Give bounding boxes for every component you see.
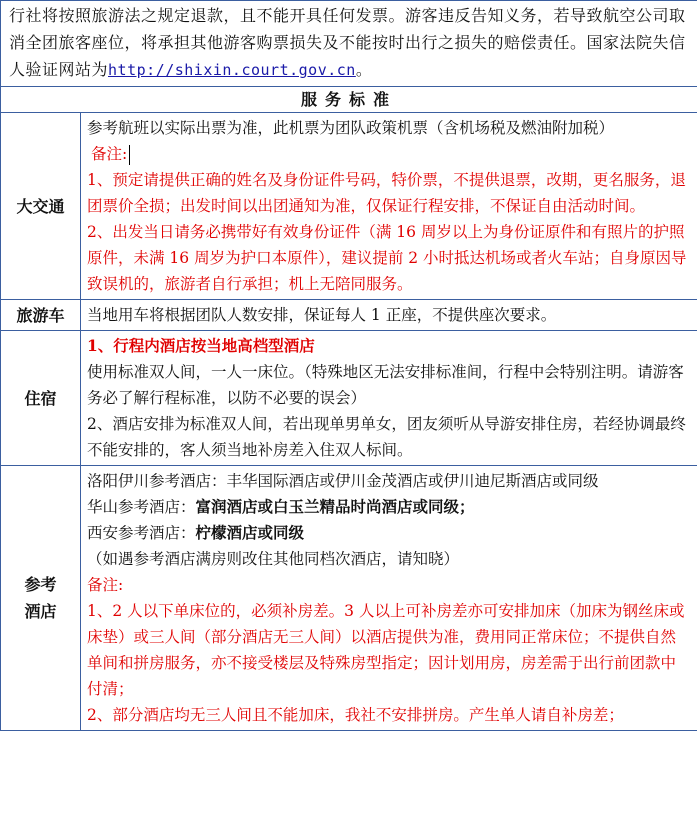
transport-line1: 参考航班以实际出票为准，此机票为团队政策机票（含机场税及燃油附加税） [87, 119, 615, 137]
hotels-item1: 1、2 人以下单床位的，必须补房差。3 人以上可补房差亦可安排加床（加床为钢丝床或床垫）或三人间（部分酒店无三人间）以酒店提供为准，费用同正常床位；不提供自然单间和拼房服务，亦不接受楼层及特殊房型指定；因计划用房，房差需于出行前团款中付清； [87, 602, 685, 698]
intro-cell [1, 1, 697, 87]
lodging-content [81, 331, 697, 466]
lodging-item2: 2、酒店安排为标准双人间，若出现单男单女，团友须听从导游安排住房，若经协调最终不能安排的，客人须当地补房差入住双人标间。 [87, 415, 686, 459]
hotels-item2: 2、部分酒店均无三人间且不能加床，我社不安排拼房。产生单人请自补房差； [87, 706, 624, 724]
huashan-hotels: 富润酒店或白玉兰精品时尚酒店或同级； [195, 498, 475, 516]
lodging-row [1, 331, 697, 466]
hotels-row [1, 466, 697, 731]
hotel-xian [87, 520, 691, 546]
bus-row [1, 300, 697, 331]
transport-note [87, 141, 691, 167]
intro-tail: 。 [355, 60, 373, 79]
lodging-label: 住宿 [1, 331, 81, 466]
transport-item1: 1、预定请提供正确的姓名及身份证件号码，特价票，不提供退票，改期，更名服务，退团票价全损；出发时间以出团通知为准，仅保证行程安排，不保证自由活动时间。 [87, 171, 686, 215]
xian-hotels: 柠檬酒店或同级 [195, 524, 305, 542]
hotel-huashan [87, 494, 691, 520]
hotels-content [81, 466, 697, 731]
section-title: 服务标准 [1, 87, 697, 113]
transport-content [81, 113, 697, 300]
court-verification-link[interactable]: http://shixin.court.gov.cn [108, 61, 356, 79]
hotel-luoyang: 洛阳伊川参考酒店：丰华国际酒店或伊川金茂酒店或伊川迪尼斯酒店或同级 [87, 472, 599, 490]
transport-row [1, 113, 697, 300]
bus-content: 当地用车将根据团队人数安排，保证每人 1 正座，不提供座次要求。 [81, 300, 697, 331]
xian-prefix: 西安参考酒店： [87, 524, 196, 542]
hotels-note-label: 备注: [87, 576, 124, 594]
text-cursor [129, 145, 130, 165]
hotels-label [1, 466, 81, 731]
lodging-item1: 1、行程内酒店按当地高档型酒店 [87, 336, 315, 355]
transport-label: 大交通 [1, 113, 81, 300]
hotels-label-line2: 酒店 [24, 602, 57, 621]
hotels-label-line1: 参考 [24, 575, 57, 594]
transport-item2: 2、出发当日请务必携带好有效身份证件（满 16 周岁以上为身份证原件和有照片的护照原件，未满 16 周岁为护口本原件），建议提前 2 小时抵达机场或者火车站；自身原因导致误机的，旅游者自行承担；机上无陪同服务。 [87, 223, 687, 293]
hotel-fallback: （如遇参考酒店满房则改住其他同档次酒店，请知晓） [87, 550, 460, 568]
intro-text: 行社将按照旅游法之规定退款，且不能开具任何发票。游客违反告知义务，若导致航空公司取消全团旅客座位，将承担其他游客购票损失及不能按时出行之损失的赔偿责任。国家法院失信人验证网站为 [9, 6, 686, 79]
lodging-line2: 使用标准双人间，一人一床位。（特殊地区无法安排标准间，行程中会特别注明。请游客务必了解行程标准，以防不必要的误会） [87, 363, 684, 407]
huashan-prefix: 华山参考酒店： [87, 498, 196, 516]
transport-note-label: 备注: [91, 145, 128, 163]
section-title-row [1, 87, 697, 113]
intro-row [1, 1, 697, 87]
bus-label: 旅游车 [1, 300, 81, 331]
